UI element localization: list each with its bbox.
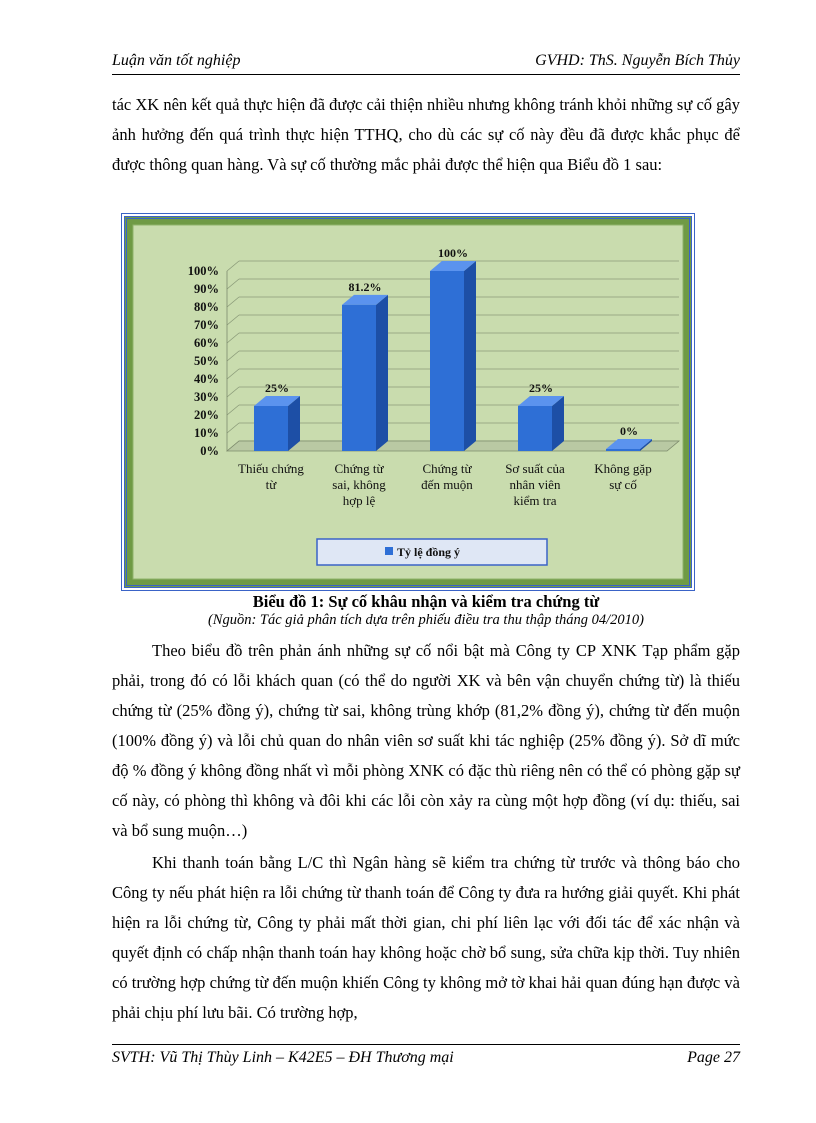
bar bbox=[342, 305, 376, 451]
legend-swatch bbox=[385, 547, 393, 555]
y-tick-label: 10% bbox=[194, 426, 219, 440]
intro-paragraph: tác XK nên kết quả thực hiện đã được cải thiện nhiều nhưng không tránh khỏi những sự cố gây ảnh hưởng đến quá trình thực hiện TTHQ, cho dù các sự cố này đều đã được khắc phục để được thông quan hàng. Và sự cố thường mắc phải được thể hiện qua Biểu đồ 1 sau: bbox=[112, 95, 740, 174]
bar-value-label: 81.2% bbox=[348, 279, 382, 294]
footer-author: SVTH: Vũ Thị Thùy Linh – K42E5 – ĐH Thương mại bbox=[112, 1049, 454, 1066]
page-footer bbox=[112, 1044, 740, 1071]
chart-caption-title: Biểu đồ 1: Sự cố khâu nhận và kiểm tra chứng từ bbox=[252, 592, 600, 611]
bar bbox=[518, 406, 552, 451]
bar bbox=[606, 449, 640, 451]
x-category-label: Không gặp sự cố bbox=[594, 461, 652, 492]
y-tick-label: 80% bbox=[194, 300, 219, 314]
x-category-label: Thiếu chứng từ bbox=[238, 461, 304, 492]
header-advisor: GVHD: ThS. Nguyễn Bích Thủy bbox=[535, 52, 740, 69]
bar bbox=[430, 271, 464, 451]
y-tick-label: 0% bbox=[200, 444, 219, 458]
bar-value-label: 25% bbox=[529, 381, 553, 395]
body-paragraph-2: Khi thanh toán bằng L/C thì Ngân hàng sẽ kiểm tra chứng từ trước và thông báo cho Công ty nếu phát hiện ra lỗi chứng từ thanh toán để Công ty đưa ra hướng giải quyết. Khi phát hiện ra lỗi chứng từ, Công ty phải mất thời gian, chi phí liên lạc với đối tác để xác nhận và quyết định có chấp nhận thanh toán hay không hoặc chờ bổ sung, sửa chữa kịp thời. Tuy nhiên có trường hợp chứng từ đến muộn khiến Công ty không mở tờ khai hải quan đúng hạn được và phải chịu phí lưu bãi. Có trường hợp, bbox=[112, 853, 740, 1022]
bar bbox=[254, 406, 288, 451]
y-tick-label: 40% bbox=[194, 372, 219, 386]
bar-value-label: 100% bbox=[438, 246, 468, 260]
y-tick-label: 90% bbox=[194, 282, 219, 296]
y-tick-label: 30% bbox=[194, 390, 219, 404]
y-tick-label: 50% bbox=[194, 354, 219, 368]
x-category-label: Chứng từ sai, không hợp lệ bbox=[332, 461, 386, 508]
bar-side bbox=[376, 295, 388, 451]
y-tick-label: 100% bbox=[187, 264, 219, 278]
bar-value-label: 0% bbox=[620, 424, 638, 438]
bar-chart bbox=[127, 219, 689, 585]
y-tick-label: 20% bbox=[194, 408, 219, 422]
y-tick-label: 70% bbox=[194, 318, 219, 332]
chart-caption-source: (Nguồn: Tác giả phân tích dựa trên phiếu điều tra thu thập tháng 04/2010) bbox=[207, 612, 645, 628]
x-category-label: Chứng từ đến muộn bbox=[421, 461, 473, 492]
bar-side bbox=[464, 261, 476, 451]
bar-value-label: 25% bbox=[265, 381, 289, 395]
y-tick-label: 60% bbox=[194, 336, 219, 350]
footer-page-number: Page 27 bbox=[687, 1049, 740, 1066]
page-header bbox=[112, 52, 740, 75]
legend-label: Tỷ lệ đồng ý bbox=[397, 545, 461, 559]
chart-frame bbox=[124, 216, 692, 588]
body-paragraph-1: Theo biểu đồ trên phản ánh những sự cố nổi bật mà Công ty CP XNK Tạp phẩm gặp phải, trong đó có lỗi khách quan (có thể do người XK và bên vận chuyển chứng từ) là thiếu chứng từ (25% đồng ý), chứng từ sai, không trùng khớp (81,2% đồng ý), chứng từ đến muộn (100% đồng ý) và lỗi chủ quan do nhân viên sơ suất khi tác nghiệp (25% đồng ý). Sở dĩ mức độ % đồng ý không đồng nhất vì mỗi phòng XNK có đặc thù riêng nên có thể có phòng gặp sự cố này, có phòng thì không và đôi khi các lỗi còn xảy ra cùng một hợp đồng (ví dụ: thiếu, sai và bổ sung muộn…) bbox=[112, 641, 740, 840]
x-category-label: Sơ suất của nhân viên kiểm tra bbox=[505, 461, 565, 508]
header-thesis-label: Luận văn tốt nghiệp bbox=[112, 52, 241, 69]
